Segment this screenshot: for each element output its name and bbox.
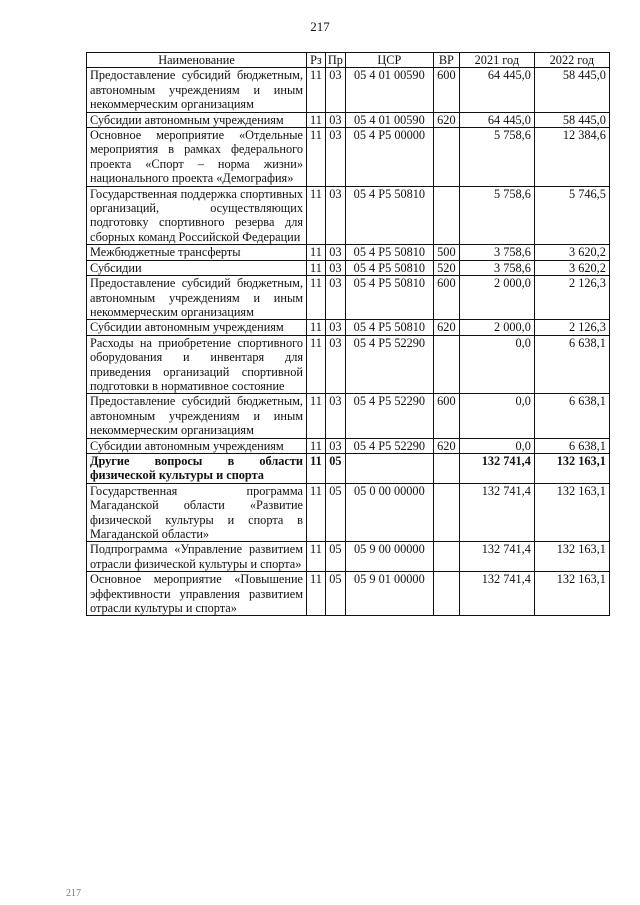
row-name-cell: Государственная программа Магаданской области «Развитие физической культуры и спорта в Магаданской области» (87, 483, 307, 542)
row-2021-cell: 5 758,6 (459, 128, 534, 187)
row-name-cell: Другие вопросы в области физической культуры и спорта (87, 453, 307, 483)
table-row (87, 128, 610, 187)
row-2022-cell: 132 163,1 (534, 483, 609, 542)
header-rz: Рз (307, 53, 326, 68)
header-pr: Пр (325, 53, 345, 68)
table-row (87, 335, 610, 394)
row-csr-cell: 05 9 00 00000 (345, 542, 433, 572)
row-rz-cell: 11 (307, 438, 326, 453)
row-csr-cell: 05 9 01 00000 (345, 572, 433, 616)
row-vr-cell (433, 186, 459, 245)
table-row (87, 453, 610, 483)
row-vr-cell (433, 453, 459, 483)
row-pr-cell: 03 (325, 276, 345, 320)
row-2021-cell: 132 741,4 (459, 572, 534, 616)
row-pr-cell: 03 (325, 394, 345, 438)
row-2021-cell: 0,0 (459, 394, 534, 438)
row-csr-cell: 05 4 01 00590 (345, 68, 433, 112)
row-2021-cell: 64 445,0 (459, 68, 534, 112)
row-rz-cell: 11 (307, 542, 326, 572)
table-header-row (87, 53, 610, 68)
budget-table (86, 52, 610, 616)
row-2022-cell: 2 126,3 (534, 276, 609, 320)
row-pr-cell: 03 (325, 186, 345, 245)
row-pr-cell: 03 (325, 68, 345, 112)
row-name-cell: Предоставление субсидий бюджетным, автономным учреждениям и иным некоммерческим организациям (87, 68, 307, 112)
row-2022-cell: 6 638,1 (534, 438, 609, 453)
row-2021-cell: 132 741,4 (459, 542, 534, 572)
row-pr-cell: 03 (325, 245, 345, 260)
row-vr-cell (433, 572, 459, 616)
row-csr-cell: 05 4 P5 52290 (345, 438, 433, 453)
row-name-cell: Основное мероприятие «Повышение эффективности управления развитием отрасли культуры и спорта» (87, 572, 307, 616)
row-pr-cell: 03 (325, 128, 345, 187)
table-row (87, 260, 610, 275)
row-csr-cell: 05 4 P5 50810 (345, 260, 433, 275)
row-rz-cell: 11 (307, 68, 326, 112)
row-name-cell: Государственная поддержка спортивных организаций, осуществляющих подготовку спортивного резерва для сборных команд Российской Федерации (87, 186, 307, 245)
header-csr: ЦСР (345, 53, 433, 68)
table-row (87, 394, 610, 438)
row-vr-cell: 620 (433, 320, 459, 335)
row-2021-cell: 64 445,0 (459, 112, 534, 127)
row-2022-cell: 132 163,1 (534, 542, 609, 572)
row-csr-cell: 05 4 P5 50810 (345, 245, 433, 260)
table-row (87, 572, 610, 616)
row-rz-cell: 11 (307, 260, 326, 275)
row-2021-cell: 0,0 (459, 438, 534, 453)
row-vr-cell (433, 483, 459, 542)
table-row (87, 438, 610, 453)
row-2022-cell: 2 126,3 (534, 320, 609, 335)
row-vr-cell: 620 (433, 112, 459, 127)
row-rz-cell: 11 (307, 245, 326, 260)
row-rz-cell: 11 (307, 128, 326, 187)
table-row (87, 245, 610, 260)
table-row (87, 483, 610, 542)
row-vr-cell: 500 (433, 245, 459, 260)
row-name-cell: Межбюджетные трансферты (87, 245, 307, 260)
row-name-cell: Субсидии (87, 260, 307, 275)
row-name-cell: Субсидии автономным учреждениям (87, 438, 307, 453)
row-2022-cell: 58 445,0 (534, 68, 609, 112)
row-name-cell: Субсидии автономным учреждениям (87, 112, 307, 127)
row-pr-cell: 03 (325, 260, 345, 275)
row-2022-cell: 5 746,5 (534, 186, 609, 245)
row-rz-cell: 11 (307, 276, 326, 320)
row-pr-cell: 05 (325, 572, 345, 616)
row-pr-cell: 03 (325, 320, 345, 335)
row-2022-cell: 6 638,1 (534, 394, 609, 438)
row-2022-cell: 12 384,6 (534, 128, 609, 187)
table-row (87, 68, 610, 112)
row-pr-cell: 05 (325, 542, 345, 572)
row-csr-cell (345, 453, 433, 483)
row-vr-cell: 600 (433, 394, 459, 438)
row-2022-cell: 3 620,2 (534, 260, 609, 275)
table-body (87, 68, 610, 616)
row-rz-cell: 11 (307, 453, 326, 483)
row-rz-cell: 11 (307, 320, 326, 335)
row-rz-cell: 11 (307, 112, 326, 127)
row-2022-cell: 6 638,1 (534, 335, 609, 394)
row-vr-cell (433, 128, 459, 187)
row-name-cell: Субсидии автономным учреждениям (87, 320, 307, 335)
row-2021-cell: 2 000,0 (459, 320, 534, 335)
row-name-cell: Предоставление субсидий бюджетным, автономным учреждениям и иным некоммерческим организациям (87, 276, 307, 320)
row-pr-cell: 03 (325, 112, 345, 127)
row-pr-cell: 03 (325, 438, 345, 453)
row-2021-cell: 2 000,0 (459, 276, 534, 320)
row-2022-cell: 132 163,1 (534, 453, 609, 483)
row-csr-cell: 05 4 01 00590 (345, 112, 433, 127)
header-2022: 2022 год (534, 53, 609, 68)
row-csr-cell: 05 4 P5 52290 (345, 335, 433, 394)
row-2021-cell: 132 741,4 (459, 453, 534, 483)
row-name-cell: Предоставление субсидий бюджетным, автономным учреждениям и иным некоммерческим организациям (87, 394, 307, 438)
row-rz-cell: 11 (307, 572, 326, 616)
page-number: 217 (310, 19, 330, 34)
table-row (87, 186, 610, 245)
row-2021-cell: 3 758,6 (459, 245, 534, 260)
table-row (87, 320, 610, 335)
table-row (87, 276, 610, 320)
header-vr: ВР (433, 53, 459, 68)
row-rz-cell: 11 (307, 335, 326, 394)
row-name-cell: Расходы на приобретение спортивного оборудования и инвентаря для приведения организаций спортивной подготовки в нормативное состояние (87, 335, 307, 394)
header-2021: 2021 год (459, 53, 534, 68)
row-2022-cell: 3 620,2 (534, 245, 609, 260)
row-2021-cell: 3 758,6 (459, 260, 534, 275)
header-name: Наименование (87, 53, 307, 68)
row-csr-cell: 05 4 P5 50810 (345, 320, 433, 335)
row-vr-cell: 520 (433, 260, 459, 275)
row-rz-cell: 11 (307, 394, 326, 438)
row-vr-cell: 600 (433, 68, 459, 112)
row-pr-cell: 03 (325, 335, 345, 394)
row-rz-cell: 11 (307, 186, 326, 245)
row-vr-cell: 620 (433, 438, 459, 453)
row-csr-cell: 05 4 P5 50810 (345, 276, 433, 320)
row-vr-cell (433, 542, 459, 572)
footer-page-mark: 217 (66, 888, 81, 899)
table-row (87, 112, 610, 127)
row-vr-cell: 600 (433, 276, 459, 320)
row-2022-cell: 132 163,1 (534, 572, 609, 616)
row-csr-cell: 05 4 P5 00000 (345, 128, 433, 187)
row-name-cell: Подпрограмма «Управление развитием отрасли физической культуры и спорта» (87, 542, 307, 572)
table-row (87, 542, 610, 572)
row-2021-cell: 0,0 (459, 335, 534, 394)
row-vr-cell (433, 335, 459, 394)
row-name-cell: Основное мероприятие «Отдельные мероприятия в рамках федерального проекта «Спорт – норма жизни» национального проекта «Демография» (87, 128, 307, 187)
row-pr-cell: 05 (325, 453, 345, 483)
row-pr-cell: 05 (325, 483, 345, 542)
row-2021-cell: 132 741,4 (459, 483, 534, 542)
row-csr-cell: 05 4 P5 52290 (345, 394, 433, 438)
row-csr-cell: 05 0 00 00000 (345, 483, 433, 542)
row-csr-cell: 05 4 P5 50810 (345, 186, 433, 245)
row-2022-cell: 58 445,0 (534, 112, 609, 127)
row-2021-cell: 5 758,6 (459, 186, 534, 245)
row-rz-cell: 11 (307, 483, 326, 542)
